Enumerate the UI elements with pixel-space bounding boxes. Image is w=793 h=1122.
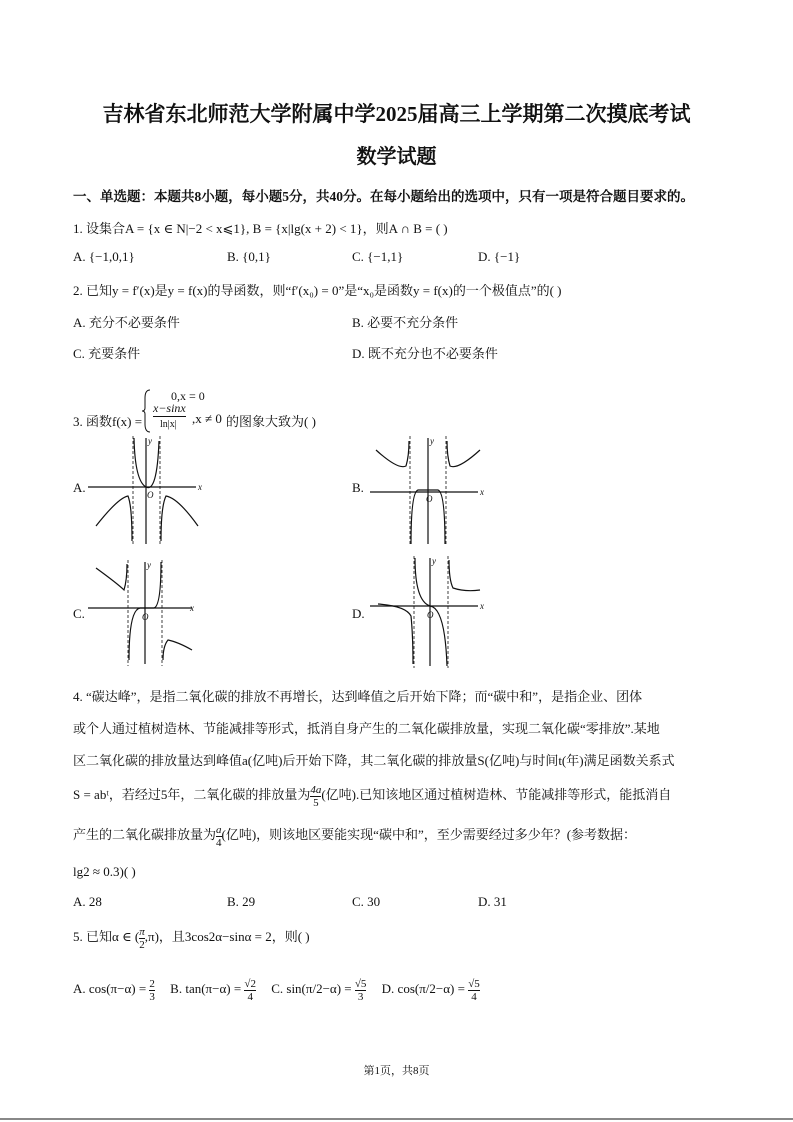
fraction-denominator: 3 (357, 990, 364, 1003)
svg-text:x: x (480, 487, 484, 497)
svg-text:O: O (142, 612, 149, 622)
q4-line-5 (73, 820, 636, 850)
graph-a (88, 436, 208, 546)
q3-case2-condition: ,x ≠ 0 (192, 411, 222, 426)
q1-option-a: A. {−1,0,1} (73, 249, 135, 264)
q4-line-3: 区二氧化碳的排放量达到峰值a(亿吨)后开始下降，其二氧化碳的排放量S(亿吨)与时间t(年)满足函数关系式 (73, 753, 675, 768)
fraction-denominator: 2 (139, 938, 145, 951)
q4-option-d: D. 31 (478, 894, 507, 909)
q3-option-d: D. (352, 606, 365, 621)
q4-option-c: C. 30 (352, 894, 381, 909)
q4-line-5-b: (亿吨)，则该地区要能实现“碳中和”，至少需要经过多少年？(参考数据： (221, 827, 637, 842)
svg-text:y: y (432, 556, 436, 566)
graph-b (370, 436, 490, 546)
q3-case1: 0,x = 0 (171, 389, 205, 403)
option-fraction (244, 978, 256, 1003)
fraction-numerator: π (139, 925, 145, 938)
fraction-numerator: √5 (468, 977, 480, 990)
fraction-denominator: 4 (216, 836, 222, 849)
option-fraction (468, 978, 480, 1003)
svg-text:y: y (148, 436, 152, 446)
graph-c (88, 560, 208, 666)
option-fraction (355, 978, 367, 1003)
exam-subtitle: 数学试题 (356, 146, 437, 168)
q3-suffix: 的图象大致为( ) (226, 414, 316, 429)
option-label: C. sin(π/2−α) = (271, 981, 355, 996)
q3-option-a: A. (73, 480, 86, 495)
q4-option-b: B. 29 (227, 894, 256, 909)
fraction-numerator: √2 (244, 977, 256, 990)
q4-option-a: A. 28 (73, 894, 102, 909)
fraction-numerator: 2 (149, 977, 155, 990)
option-fraction (149, 978, 155, 1003)
q5-stem-a: 5. 已知α ∈ ( (73, 929, 140, 944)
fraction-denominator: 3 (149, 990, 155, 1003)
q3-prefix: 3. 函数f(x) = (73, 414, 143, 429)
svg-text:y: y (430, 436, 434, 446)
q1-option-c: C. {−1,1} (352, 249, 404, 264)
brace-icon (142, 388, 152, 434)
q2-option-c: C. 充要条件 (73, 346, 141, 361)
q5-option-b (170, 977, 256, 1003)
svg-text:y: y (147, 560, 151, 570)
svg-text:x: x (480, 601, 484, 611)
q2-option-a: A. 充分不必要条件 (73, 315, 180, 330)
svg-text:O: O (426, 494, 433, 504)
fraction-numerator: √5 (354, 977, 367, 990)
q5-option-c (271, 977, 367, 1003)
q3-case2-numerator: x−sinx (153, 401, 186, 415)
q4-line-6: lg2 ≈ 0.3)( ) (73, 864, 136, 879)
graph-d (370, 556, 490, 668)
fraction-numerator: a (216, 823, 222, 836)
exam-title: 吉林省东北师范大学附属中学2025届高三上学期第二次摸底考试 (102, 102, 691, 126)
fraction-numerator: 4a (310, 783, 322, 796)
q3-option-c: C. (73, 606, 85, 621)
section-heading: 一、单选题：本题共8小题，每小题5分，共40分。在每小题给出的选项中，只有一项是符合题目要求的。 (73, 189, 694, 204)
q4-fraction-4a-5 (310, 784, 321, 809)
q4-line-2: 或个人通过植树造林、节能减排等形式，抵消自身产生的二氧化碳排放量，实现二氧化碳“零排放”.某地 (73, 721, 660, 736)
option-label: D. cos(π/2−α) = (381, 981, 469, 996)
q5-option-a (73, 977, 155, 1003)
option-label: B. tan(π−α) = (170, 981, 245, 996)
q1-option-b: B. {0,1} (227, 249, 271, 264)
q3-case2-denominator: ln|x| (160, 419, 177, 430)
q5-options (73, 974, 480, 1004)
q4-line-5-a: 产生的二氧化碳排放量为 (73, 827, 217, 842)
svg-text:x: x (198, 482, 202, 492)
q2-option-d: D. 既不充分也不必要条件 (352, 346, 498, 361)
q5-option-d (381, 977, 480, 1003)
page-footer: 第1页，共8页 (363, 1065, 430, 1077)
q4-line-4 (73, 780, 671, 810)
q5-stem (73, 922, 310, 952)
q1-option-d: D. {−1} (478, 249, 521, 264)
svg-text:O: O (147, 490, 154, 500)
svg-text:x: x (190, 603, 194, 613)
q4-line-4-a: S = abᵗ，若经过5年，二氧化碳的排放量为 (73, 787, 311, 802)
q1-stem: 1. 设集合A = {x ∈ N|−2 < x⩽1}, B = {x|lg(x + 2) < 1}，则A ∩ B = ( ) (73, 221, 448, 236)
q4-line-4-b: (亿吨).已知该地区通过植树造林、节能减排等形式，能抵消自 (321, 787, 672, 802)
option-label: A. cos(π−α) = (73, 981, 150, 996)
fraction-denominator: 4 (247, 990, 253, 1003)
q2-option-b: B. 必要不充分条件 (352, 315, 459, 330)
q5-stem-b: ,π)，且3cos2α−sinα = 2，则( ) (144, 929, 310, 944)
page-bottom-border (0, 1118, 793, 1120)
fraction-denominator: 5 (313, 796, 319, 809)
q3-option-b: B. (352, 480, 364, 495)
q4-line-1: 4. “碳达峰”，是指二氧化碳的排放不再增长，达到峰值之后开始下降；而“碳中和”，是指企业、团体 (73, 689, 643, 704)
svg-text:O: O (427, 610, 434, 620)
q2-stem: 2. 已知y = f′(x)是y = f(x)的导函数，则“f′(x₀) = 0”是“x₀是函数y = f(x)的一个极值点”的( ) (73, 283, 562, 298)
fraction-denominator: 4 (471, 990, 477, 1003)
